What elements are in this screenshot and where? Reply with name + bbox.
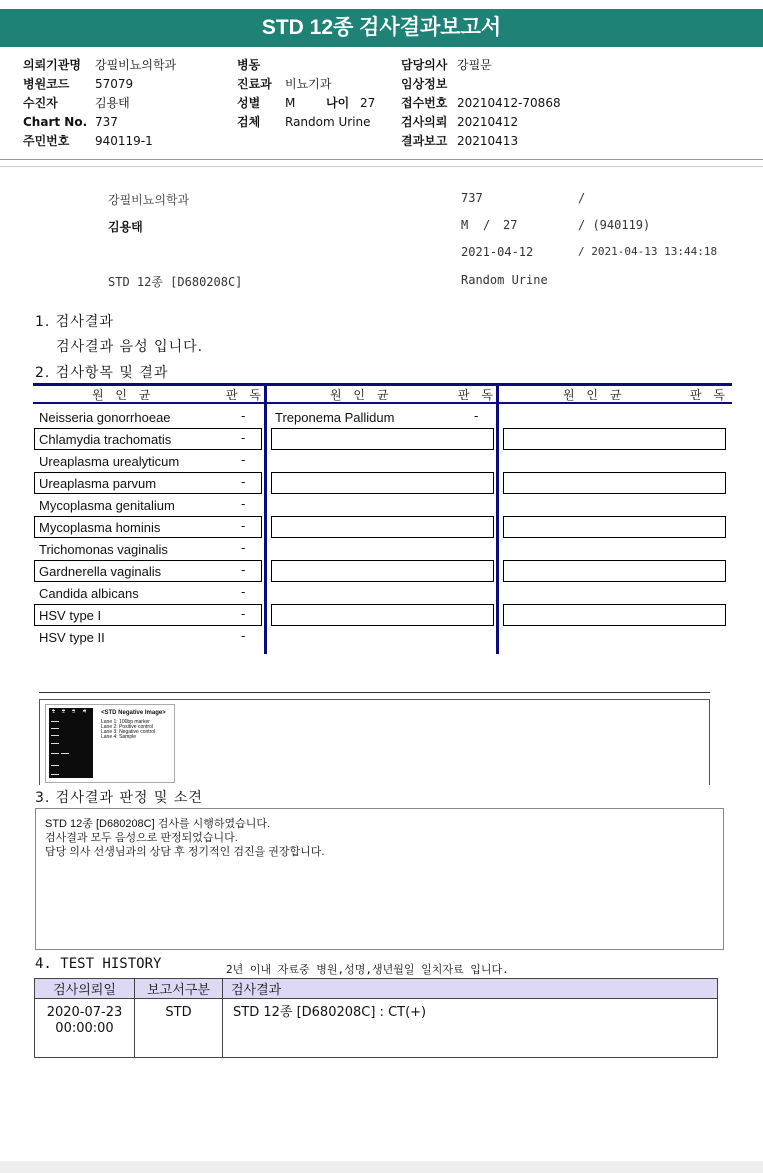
right-value: 20210413 bbox=[457, 134, 519, 148]
history-header-row bbox=[35, 979, 718, 999]
summary-patient: 김용태 bbox=[108, 220, 143, 234]
history-header-type: 보고서구분 bbox=[135, 979, 223, 999]
gel-band bbox=[51, 765, 59, 766]
result-row-box bbox=[271, 472, 494, 494]
gel-lane-label: 1 bbox=[52, 709, 56, 715]
left-label: 병원코드 bbox=[23, 77, 70, 91]
gel-legend-lane: Lane 3: Negative control bbox=[101, 729, 156, 735]
history-header-date: 검사의뢰일 bbox=[35, 979, 135, 999]
opinion-box bbox=[35, 808, 724, 950]
gel-legend-title: <STD Negative Image> bbox=[101, 710, 166, 716]
mid-label: 진료과 bbox=[237, 77, 272, 91]
pathogen-name: HSV type II bbox=[39, 630, 105, 645]
pathogen-result: - bbox=[241, 519, 246, 533]
left-value: 940119-1 bbox=[95, 134, 153, 148]
gel-lane-label: 3 bbox=[72, 709, 76, 715]
gel-band bbox=[51, 721, 59, 722]
report-title: STD 12종 검사결과보고서 bbox=[0, 9, 763, 47]
result-row-box bbox=[271, 428, 494, 450]
col2-header-pathogen: 원 인 균 bbox=[330, 388, 393, 402]
left-label: 주민번호 bbox=[23, 134, 70, 148]
summary-clinic: 강필비뇨의학과 bbox=[108, 193, 190, 207]
pathogen-name: Candida albicans bbox=[39, 586, 139, 601]
image-frame-top bbox=[39, 699, 710, 700]
age-label: 나이 bbox=[326, 96, 350, 110]
col1-header-result: 판 독 bbox=[226, 388, 265, 402]
opinion-line: STD 12종 [D680208C] 검사를 시행하였습니다. bbox=[45, 818, 271, 830]
history-header-result: 검사결과 bbox=[223, 979, 718, 999]
pathogen-name: Treponema Pallidum bbox=[275, 410, 395, 425]
section-3-title: 3. 검사결과 판정 및 소견 bbox=[35, 790, 203, 806]
mid-value: M bbox=[285, 96, 296, 110]
mid-label: 성별 bbox=[237, 96, 261, 110]
left-value: 57079 bbox=[95, 77, 134, 91]
pathogen-name: Ureaplasma urealyticum bbox=[39, 454, 180, 469]
pathogen-result: - bbox=[474, 409, 479, 423]
left-value: 강필비뇨의학과 bbox=[95, 58, 177, 72]
history-row bbox=[35, 999, 718, 1058]
negative-gel-image bbox=[45, 704, 175, 783]
header-divider-light bbox=[0, 166, 763, 167]
summary-test: STD 12종 [D680208C] bbox=[108, 275, 243, 289]
col1-header-pathogen: 원 인 균 bbox=[92, 388, 155, 402]
left-value: 737 bbox=[95, 115, 118, 129]
result-row-box bbox=[271, 604, 494, 626]
summary-request-date: 2021-04-12 bbox=[461, 245, 534, 259]
right-value: 20210412-70868 bbox=[457, 96, 561, 110]
gel-legend-lane: Lane 4: Sample bbox=[101, 734, 137, 740]
header-divider bbox=[0, 159, 763, 160]
result-row-box bbox=[271, 560, 494, 582]
history-note: 2년 이내 자료중 병원,성명,생년월일 일치자료 입니다. bbox=[226, 963, 509, 976]
left-value: 김용태 bbox=[95, 96, 130, 110]
section-1-text: 검사결과 음성 입니다. bbox=[56, 339, 204, 355]
pathogen-result: - bbox=[241, 497, 246, 511]
gel-band bbox=[51, 735, 59, 736]
right-label: 임상정보 bbox=[401, 77, 448, 91]
result-row-box bbox=[503, 516, 726, 538]
section-4-title: 4. TEST HISTORY bbox=[35, 956, 162, 972]
summary-specimen: Random Urine bbox=[461, 273, 548, 287]
gel-legend-lane: Lane 2: Positive control bbox=[101, 724, 153, 730]
opinion-line: 검사결과 모두 음성으로 판정되었습니다. bbox=[45, 832, 238, 844]
left-label: Chart No. bbox=[23, 115, 88, 129]
history-date: 2020-07-23 bbox=[46, 1005, 123, 1020]
summary-dob: / (940119) bbox=[578, 218, 651, 232]
section-2-title: 2. 검사항목 및 결과 bbox=[35, 365, 169, 381]
gel-band bbox=[51, 753, 59, 754]
right-label: 접수번호 bbox=[401, 96, 448, 110]
history-date-cell bbox=[35, 999, 135, 1058]
result-row-box bbox=[271, 516, 494, 538]
pathogen-result: - bbox=[241, 475, 246, 489]
right-label: 담당의사 bbox=[401, 58, 448, 72]
summary-chart: 737 bbox=[461, 191, 483, 205]
page-footer-bar bbox=[0, 1161, 763, 1173]
gel-lane-label: 2 bbox=[62, 709, 66, 715]
pathogen-result: - bbox=[241, 629, 246, 643]
right-label: 검사의뢰 bbox=[401, 115, 448, 129]
mid-value: Random Urine bbox=[285, 115, 371, 129]
gel-electrophoresis-picture bbox=[49, 708, 93, 778]
summary-sex-separator: / bbox=[483, 218, 491, 232]
result-row-box bbox=[503, 560, 726, 582]
mid-label: 병동 bbox=[237, 58, 261, 72]
summary-sex: M bbox=[461, 218, 469, 232]
right-value: 20210412 bbox=[457, 115, 519, 129]
pathogen-name: Trichomonas vaginalis bbox=[39, 542, 168, 557]
pathogen-result: - bbox=[241, 585, 246, 599]
history-table bbox=[34, 978, 718, 1058]
pathogen-result: - bbox=[241, 409, 246, 423]
pathogen-name: HSV type I bbox=[39, 608, 102, 623]
left-label: 의뢰기관명 bbox=[23, 58, 81, 72]
gel-band bbox=[51, 743, 59, 744]
pathogen-name: Ureaplasma parvum bbox=[39, 476, 157, 491]
summary-report-datetime: / 2021-04-13 13:44:18 bbox=[578, 245, 718, 258]
result-row-box bbox=[503, 428, 726, 450]
pathogen-name: Gardnerella vaginalis bbox=[39, 564, 162, 579]
history-time: 00:00:00 bbox=[55, 1021, 114, 1036]
result-table-divider-1 bbox=[264, 383, 267, 654]
history-type: STD bbox=[135, 999, 223, 1058]
right-value: 강필문 bbox=[457, 58, 492, 72]
summary-chart-separator: / bbox=[578, 191, 586, 205]
image-frame-right bbox=[709, 699, 710, 785]
pathogen-name: Neisseria gonorrhoeae bbox=[39, 410, 171, 425]
pathogen-result: - bbox=[241, 541, 246, 555]
gel-legend bbox=[101, 711, 166, 740]
col2-header-result: 판 독 bbox=[458, 388, 497, 402]
opinion-line: 담당 의사 선생님과의 상담 후 정기적인 검진을 권장합니다. bbox=[45, 846, 325, 858]
age-value: 27 bbox=[360, 96, 376, 110]
section-1-title: 1. 검사결과 bbox=[35, 314, 114, 330]
mid-value: 비뇨기과 bbox=[285, 77, 332, 91]
pathogen-name: Mycoplasma genitalium bbox=[39, 498, 175, 513]
image-frame-left bbox=[39, 699, 40, 785]
pathogen-name: Chlamydia trachomatis bbox=[39, 432, 172, 447]
result-row-box bbox=[503, 604, 726, 626]
history-result: STD 12종 [D680208C] : CT(+) bbox=[223, 999, 718, 1058]
result-table-divider-2 bbox=[496, 383, 499, 654]
col3-header-pathogen: 원 인 균 bbox=[563, 388, 626, 402]
left-label: 수진자 bbox=[23, 96, 58, 110]
summary-age: 27 bbox=[503, 218, 518, 232]
result-row-box bbox=[503, 472, 726, 494]
pathogen-result: - bbox=[241, 607, 246, 621]
right-label: 결과보고 bbox=[401, 134, 448, 148]
pathogen-result: - bbox=[241, 563, 246, 577]
pathogen-result: - bbox=[241, 431, 246, 445]
gel-band bbox=[51, 774, 59, 775]
gel-band bbox=[61, 753, 69, 754]
gel-band bbox=[51, 728, 59, 729]
pathogen-name: Mycoplasma hominis bbox=[39, 520, 161, 535]
gel-legend-lane: Lane 1: 100bp marker bbox=[101, 719, 150, 725]
image-top-rule bbox=[39, 692, 710, 693]
gel-lane-label: 4 bbox=[83, 709, 87, 715]
col3-header-result: 판 독 bbox=[690, 388, 729, 402]
pathogen-result: - bbox=[241, 453, 246, 467]
mid-label: 검체 bbox=[237, 115, 261, 129]
